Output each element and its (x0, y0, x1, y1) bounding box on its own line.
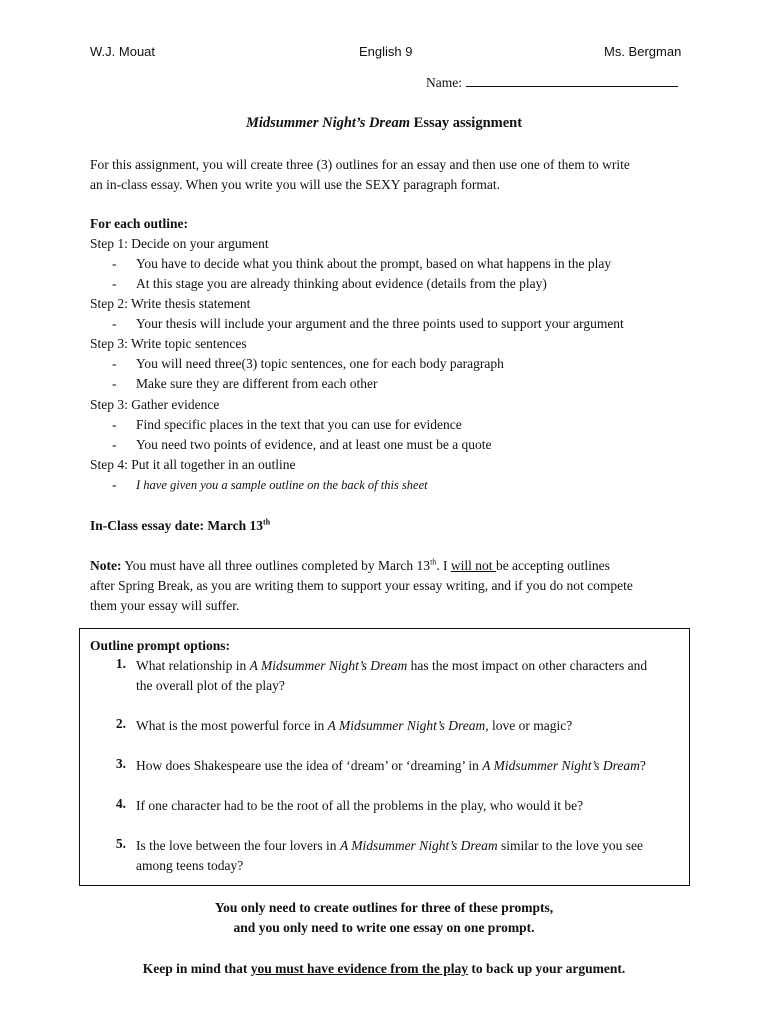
essay-date-text: In-Class essay date: March 13 (90, 518, 263, 533)
step-1-bullet-1: You have to decide what you think about the prompt, based on what happens in the play (136, 256, 612, 271)
prompt-2-text-a: What is the most powerful force in (136, 718, 328, 733)
prompt-5-line-1 (136, 836, 643, 856)
step-3-bullet-1: You will need three(3) topic sentences, one for each body paragraph (136, 356, 504, 371)
keep-text-b: to back up your argument. (467, 961, 626, 976)
prompt-2-text-b: , love or magic? (485, 718, 573, 733)
step-3b-bullet-2: You need two points of evidence, and at least one must be a quote (136, 437, 492, 452)
prompt-2-line-1 (136, 716, 572, 736)
note-underlined: will not (450, 558, 496, 573)
title-rest: Essay assignment (410, 115, 523, 131)
note-label: Note: (90, 558, 122, 573)
prompt-3-play-title: A Midsummer Night’s Dream (482, 758, 640, 773)
step-3-label: Step 3: Write topic sentences (90, 336, 247, 351)
note-text-c: be accepting outlines (495, 558, 610, 573)
course-name: English 9 (359, 44, 413, 59)
essay-date (90, 516, 270, 536)
prompts-heading: Outline prompt options: (90, 638, 231, 653)
step-2-bullet-1: Your thesis will include your argument and the three points used to support your argument (136, 316, 624, 331)
name-blank-line (466, 74, 678, 87)
step-1-bullet-2: At this stage you are already thinking about evidence (details from the play) (136, 276, 547, 291)
step-3b-bullet-1: Find specific places in the text that you can use for evidence (136, 417, 462, 432)
name-field (426, 74, 678, 91)
prompt-3-number: 3. (115, 756, 126, 771)
prompt-1-line-2: the overall plot of the play? (136, 678, 285, 693)
outline-heading: For each outline: (90, 216, 188, 231)
note-line-2: after Spring Break, as you are writing them to support your essay writing, and if you do not compete (90, 578, 633, 593)
prompt-4-number: 4. (115, 796, 126, 811)
prompt-5-line-2: among teens today? (136, 858, 244, 873)
note-text-b: . I (436, 558, 451, 573)
prompt-1-number: 1. (115, 656, 126, 671)
keep-underlined: you must have evidence from the play (250, 961, 468, 976)
prompt-3-line-1 (136, 756, 646, 776)
bullet-dash: - (112, 477, 117, 492)
intro-line-2: an in-class essay. When you write you will use the SEXY paragraph format. (90, 177, 501, 192)
student-name: W.J. Mouat (90, 44, 156, 59)
step-4-bullet-1: I have given you a sample outline on the back of this sheet (136, 478, 428, 492)
step-3b-label: Step 3: Gather evidence (90, 397, 220, 412)
essay-date-sup: th (263, 517, 271, 527)
closing-line-1: You only need to create outlines for three of these prompts, (214, 900, 554, 915)
bullet-dash: - (112, 276, 117, 291)
teacher-name: Ms. Bergman (604, 44, 682, 59)
prompt-1-text-b: has the most impact on other characters and (407, 658, 648, 673)
prompt-1-text-a: What relationship in (136, 658, 250, 673)
bullet-dash: - (112, 437, 117, 452)
page-title (0, 115, 768, 132)
note-line-1 (90, 556, 610, 576)
closing-line-2: and you only need to write one essay on one prompt. (233, 920, 535, 935)
bullet-dash: - (112, 356, 117, 371)
bullet-dash: - (112, 376, 117, 391)
keep-text-a: Keep in mind that (142, 961, 251, 976)
prompt-5-text-b: similar to the love you see (497, 838, 644, 853)
bullet-dash: - (112, 256, 117, 271)
prompt-1-line-1 (136, 656, 647, 676)
step-4-label: Step 4: Put it all together in an outline (90, 457, 296, 472)
note-line-3: them your essay will suffer. (90, 598, 240, 613)
prompt-3-text-b: ? (639, 758, 646, 773)
prompt-4-line-1: If one character had to be the root of all the problems in the play, who would it be? (136, 798, 584, 813)
note-sup: th (430, 557, 437, 567)
bullet-dash: - (112, 417, 117, 432)
note-text-a: You must have all three outlines completed by March 13 (121, 558, 431, 573)
title-play-name: Midsummer Night’s Dream (245, 115, 411, 131)
prompt-5-play-title: A Midsummer Night’s Dream (339, 838, 498, 853)
prompt-2-play-title: A Midsummer Night’s Dream (327, 718, 486, 733)
step-2-label: Step 2: Write thesis statement (90, 296, 251, 311)
prompt-1-play-title: A Midsummer Night’s Dream (249, 658, 408, 673)
name-label: Name: (426, 75, 462, 90)
prompt-2-number: 2. (115, 716, 126, 731)
intro-line-1: For this assignment, you will create three (3) outlines for an essay and then use one of them to write (90, 157, 630, 172)
step-3-bullet-2: Make sure they are different from each other (136, 376, 378, 391)
bullet-dash: - (112, 316, 117, 331)
prompt-5-number: 5. (115, 836, 126, 851)
prompt-3-text-a: How does Shakespeare use the idea of ‘dream’ or ‘dreaming’ in (136, 758, 483, 773)
closing-keep-in-mind (0, 959, 768, 979)
prompt-5-text-a: Is the love between the four lovers in (136, 838, 340, 853)
step-1-label: Step 1: Decide on your argument (90, 236, 269, 251)
